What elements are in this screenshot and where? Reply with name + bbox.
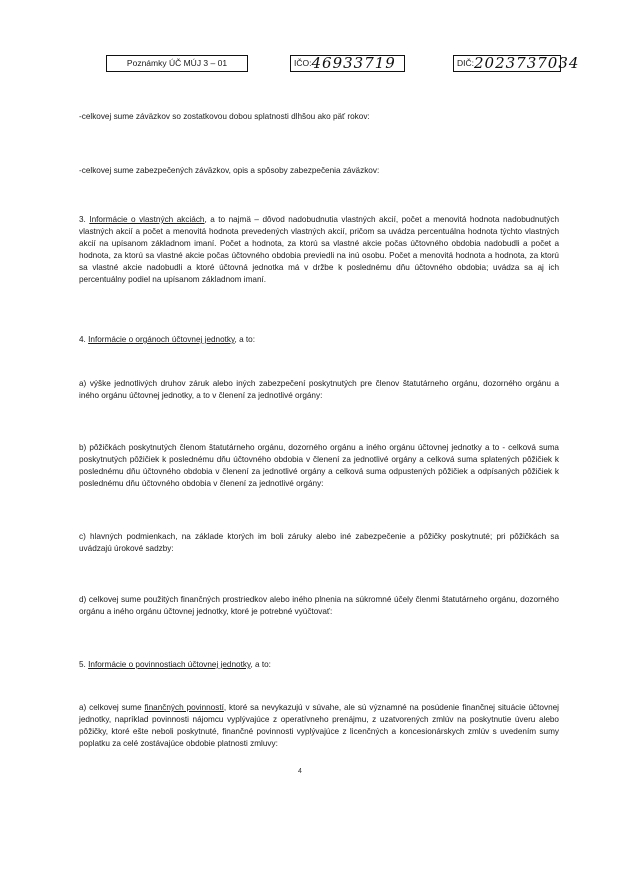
paragraph-private-use-funds: d) celkovej sume použitých finančných prostriedkov alebo iného plnenia na súkromné účely členmi štatutárneho orgánu, dozorného orgánu a iného orgánu účtovnej jednotky, ktoré je potrebné vyúčtovať: — [79, 595, 559, 617]
section-text-bodies: , a to: — [234, 335, 255, 344]
paragraph-financial-obligations — [79, 702, 559, 750]
paragraph-loan-conditions: c) hlavných podmienkach, na základe ktorých im boli záruky alebo iné zabezpečenie a pôžičky poskytnuté; pri pôžičkách sa uvádzajú úrokové sadzby: — [79, 532, 559, 554]
page-mark: 4 — [298, 768, 302, 775]
paragraph-long-term-liabilities: -celkovej sume záväzkov so zostatkovou dobou splatnosti dlhšou ako päť rokov: — [79, 112, 370, 121]
section-heading-bodies: Informácie o orgánoch účtovnej jednotky — [88, 335, 235, 344]
section-number: 5. — [79, 660, 89, 669]
financial-obligations-term: finančných povinností — [144, 703, 224, 712]
section-heading-own-shares: Informácie o vlastných akciách — [89, 215, 205, 224]
paragraph-prefix: a) celkovej sume — [79, 703, 145, 712]
dic-label: DIČ: — [457, 58, 474, 68]
dic-box — [453, 54, 580, 72]
paragraph-guarantees: a) výške jednotlivých druhov záruk alebo iných zabezpečení poskytnutých pre členov štatutárneho orgánu, dozorného orgánu a iného orgánu účtovnej jednotky, a to v členení za jednotlivé orgány: — [79, 379, 559, 401]
paragraph-text: , ktoré sa nevykazujú v súvahe, ale sú významné na posúdenie finančnej situácie účtovnej jednotky, napríklad povinnosti nájomcu vyplývajúce z operatívneho prenájmu, z uzatvorených zmlúv na poskytnutie úveru alebo pôžičky, ktoré ešte neboli poskytnuté, finančné povinnosti vyplývajúce z licenčných a koncesionárskych zmlúv s uvedením sumy poplatku za celé zostávajúce obdobie platnosti zmluvy: — [79, 703, 559, 749]
section-text-obligations: , a to: — [250, 660, 271, 669]
dic-value: 2023737034 — [474, 54, 580, 72]
section-own-shares — [79, 214, 559, 287]
section-text-own-shares: , a to najmä – dôvod nadobudnutia vlastných akcií, počet a menovitá hodnota nadobudnutých vlastných akcií a počet a menovitá hodnota prevedených vlastných akcií, pričom sa uvádza percentuálna hodnota týchto vlastných akcií na upísanom základnom imaní. Počet a hodnota, za ktorú sa vlastné akcie počas účtovného obdobia nadobudli a počet a hodnota, za ktorú sa vlastné akcie počas účtovného obdobia previedli na inú osobu. Počet a menovitá hodnota a hodnota, za ktorú sa vlastné akcie nadobudli a ktoré účtovná jednotka má v držbe k poslednému dňu účtovného obdobia; uvádza sa aj ich percentuálny podiel na upísanom základnom imaní. — [79, 215, 559, 285]
section-number: 3. — [79, 215, 90, 224]
section-number: 4. — [79, 335, 89, 344]
form-code-box — [106, 55, 248, 72]
paragraph-secured-liabilities: -celkovej sume zabezpečených záväzkov, opis a spôsoby zabezpečenia záväzkov: — [79, 166, 380, 175]
section-bodies — [79, 334, 559, 346]
ico-value: 46933719 — [311, 54, 396, 72]
paragraph-loans: b) pôžičkách poskytnutých členom štatutárneho orgánu, dozorného orgánu a iného orgánu účtovnej jednotky a to - celková suma poskytnutých pôžičiek k poslednému dňu účtovného obdobia v členení za jednotlivé orgány a celková suma splatených pôžičiek k poslednému dňu účtovného obdobia v členení za jednotlivé orgány a celková suma odpustených pôžičiek a odpísaných pôžičiek k poslednému dňu účtovného obdobia v členení za jednotlivé orgány: — [79, 443, 559, 489]
section-obligations — [79, 659, 559, 671]
ico-box — [290, 55, 405, 72]
form-code-label: Poznámky ÚČ MÚJ 3 – 01 — [126, 58, 228, 68]
section-heading-obligations: Informácie o povinnostiach účtovnej jednotky — [88, 660, 251, 669]
ico-label: IČO: — [294, 58, 312, 68]
